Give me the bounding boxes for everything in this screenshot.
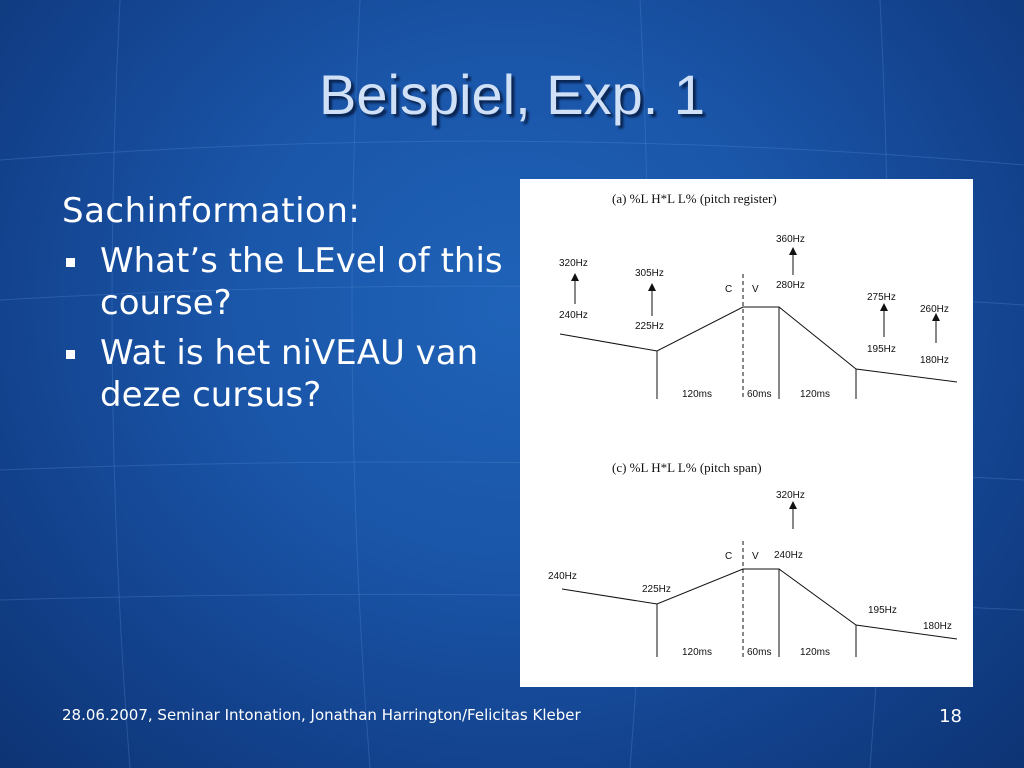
bullet-item (62, 332, 512, 416)
bullet-square-icon (66, 258, 75, 267)
label-duration: 120ms (682, 647, 713, 658)
bullet-list (62, 240, 512, 416)
content-heading: Sachinformation: (62, 191, 361, 231)
panel-c-title: (c) %L H*L L% (pitch span) (612, 460, 762, 475)
pitch-diagrams (520, 179, 973, 687)
label-duration: 120ms (800, 389, 831, 400)
label-180hz: 180Hz (923, 621, 952, 632)
slide-content (62, 190, 512, 424)
page-number: 18 (939, 706, 962, 727)
label-c: C (725, 284, 733, 295)
label-225hz: 225Hz (635, 321, 664, 332)
contour-line-c (562, 569, 957, 639)
bullet-square-icon (66, 350, 75, 359)
label-180hz: 180Hz (920, 355, 949, 366)
label-c: C (725, 551, 733, 562)
bullet-text: What’s the LEvel of this course? (100, 241, 503, 323)
label-v: V (752, 551, 759, 562)
label-195hz: 195Hz (867, 344, 896, 355)
label-320hz: 320Hz (559, 258, 588, 269)
label-240hz: 240Hz (559, 310, 588, 321)
label-duration: 120ms (682, 389, 713, 400)
label-280hz: 280Hz (776, 280, 805, 291)
label-duration: 120ms (800, 647, 831, 658)
panel-c (548, 460, 957, 658)
label-195hz: 195Hz (868, 605, 897, 616)
panel-a (559, 191, 957, 400)
label-275hz: 275Hz (867, 292, 896, 303)
label-240hz: 240Hz (548, 571, 577, 582)
label-duration: 60ms (747, 647, 772, 658)
bullet-text: Wat is het niVEAU van deze cursus? (100, 333, 479, 415)
label-225hz: 225Hz (642, 584, 671, 595)
slide-footer: 28.06.2007, Seminar Intonation, Jonathan Harrington/Felicitas Kleber (62, 706, 581, 724)
label-240hz: 240Hz (774, 550, 803, 561)
label-320hz: 320Hz (776, 490, 805, 501)
label-v: V (752, 284, 759, 295)
contour-line-a (560, 307, 957, 382)
label-260hz: 260Hz (920, 304, 949, 315)
panel-a-title: (a) %L H*L L% (pitch register) (612, 191, 777, 206)
slide-title: Beispiel, Exp. 1 (319, 63, 705, 126)
pitch-figure (520, 179, 973, 687)
bullet-item (62, 240, 512, 324)
label-360hz: 360Hz (776, 234, 805, 245)
label-305hz: 305Hz (635, 268, 664, 279)
label-duration: 60ms (747, 389, 772, 400)
